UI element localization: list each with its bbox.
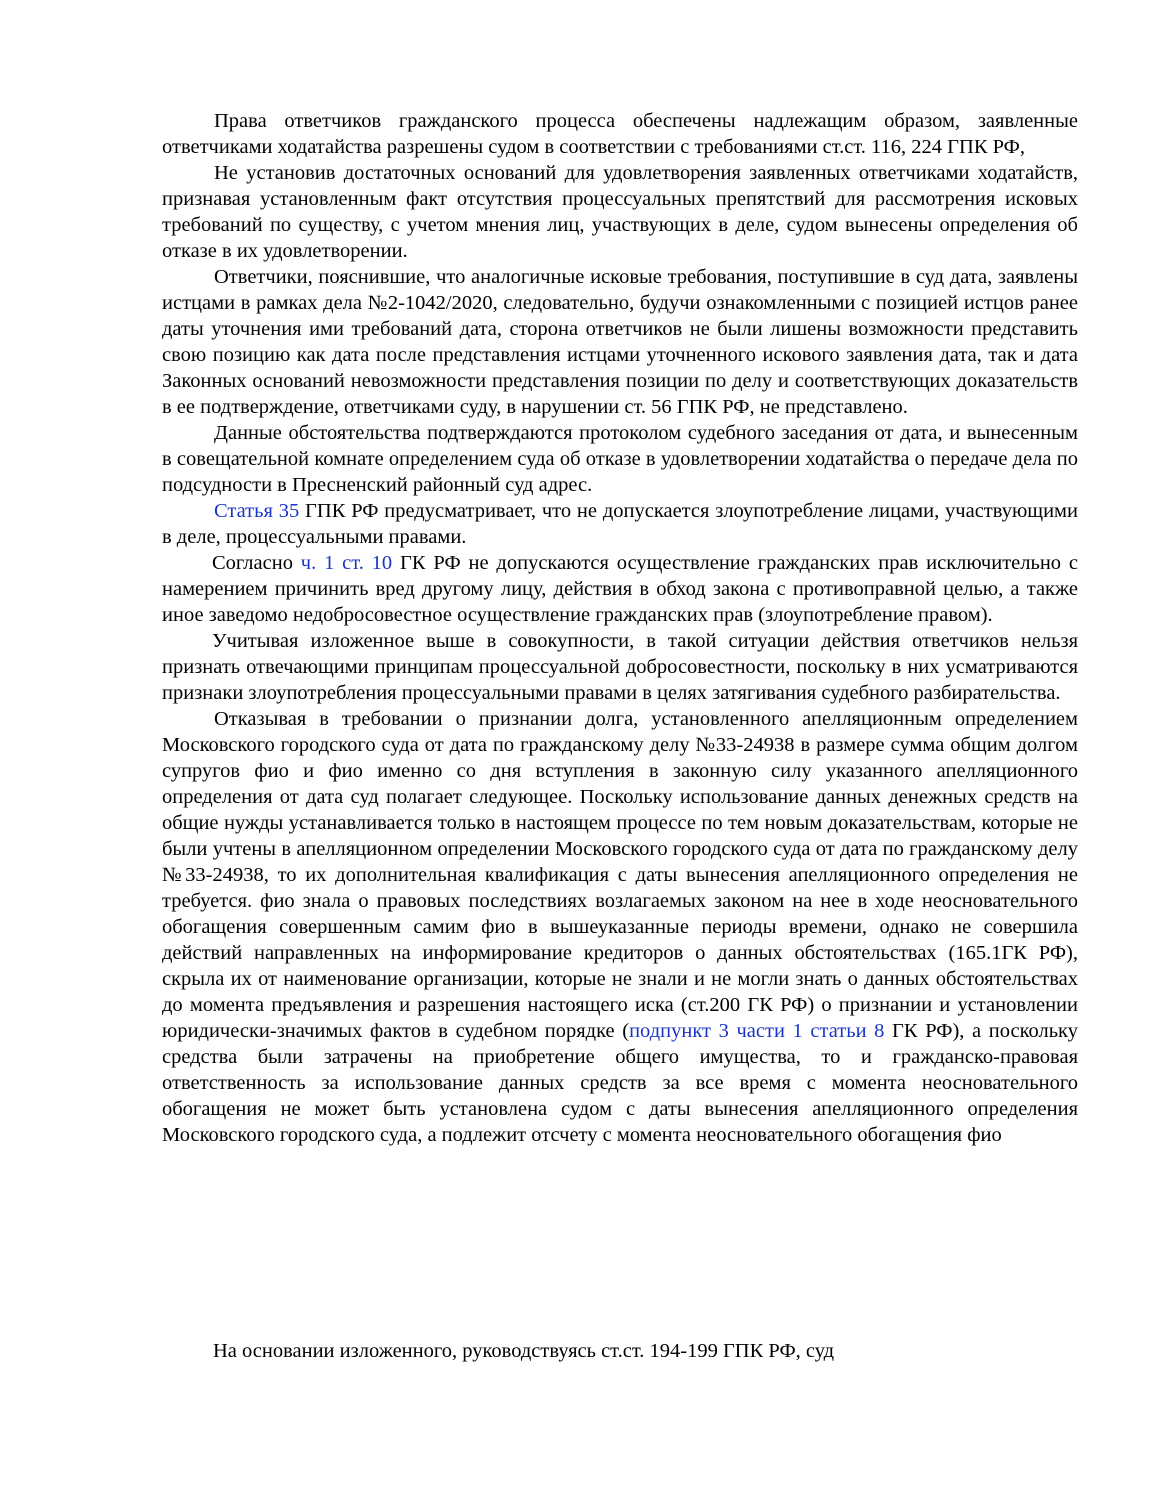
paragraph-defendants-rights: Права ответчиков гражданского процесса обеспечены надлежащим образом, заявленные ответчиками ходатайства разрешены судом в соответствии с требованиями ст.ст. 116, 224 ГПК РФ, (162, 110, 1078, 158)
paragraph-article-10 (162, 550, 1078, 628)
paragraph-abuse-of-rights: Учитывая изложенное выше в совокупности, в такой ситуации действия ответчиков нельзя признать отвечающими принципам процессуальной добросовестности, поскольку в них усматриваются признаки злоупотребления процессуальными правами в целях затягивания судебного разбирательства. (162, 630, 1078, 704)
paragraph-debt-refusal-tail: ГК РФ), а поскольку средства были затрачены на приобретение общего имущества, то и гражданско-правовая ответственность за использование данных средств за все время с момента неосновательного обогащения не может быть установлена судом с даты вынесения апелляционного определения Московского городского суда, а подлежит отсчету с момента неосновательного обогащения фио (162, 1020, 1078, 1146)
paragraph-defendants-position: Ответчики, пояснившие, что аналогичные исковые требования, поступившие в суд дата, заявлены истцами в рамках дела №2-1042/2020, следовательно, будучи ознакомленными с позицией истцов ранее даты уточнения ими требований дата, сторона ответчиков не были лишены возможности представить свою позицию как дата после представления истцами уточненного искового заявления дата, так и дата Законных оснований невозможности представления позиции по делу и соответствующих доказательств в ее подтверждение, ответчиками суду, в нарушении ст. 56 ГПК РФ, не представлено. (162, 266, 1078, 418)
paragraph-debt-refusal-text: Отказывая в требовании о признании долга, установленного апелляционным определением Московского городского суда от дата по гражданскому делу №33-24938 в размере сумма общим долгом супругов фио и фио именно со дня вступления в законную силу указанного апелляционного определения от дата суд полагает следующее. Поскольку использование данных денежных средств на общие нужды устанавливается только в настоящем процессе по тем новым доказательствам, которые не были учтены в апелляционном определении Московского городского суда от дата по гражданскому делу №33-24938, то их дополнительная квалификация с даты вынесения апелляционного определения не требуется. фио знала о правовых последствиях возлагаемых законом на нее в ходе неосновательного обогащения совершенным самим фио в вышеуказанные периоды времени, однако не совершила действий направленных на информирование кредиторов о данных обстоятельствах (165.1ГК РФ), скрыла их от наименование организации, которые не знали и не могли знать о данных обстоятельствах до момента предъявления и разрешения настоящего иска (ст.200 ГК РФ) о признании и установлении юридически-значимых фактов в судебном порядке ( (162, 708, 1078, 1042)
paragraph-protocol-evidence: Данные обстоятельства подтверждаются протоколом судебного заседания от дата, и вынесенным в совещательной комнате определением суда об отказе в удовлетворении ходатайства о передаче дела по подсудности в Пресненский районный суд адрес. (162, 422, 1078, 496)
decision-intro-line: На основании изложенного, руководствуясь ст.ст. 194-199 ГПК РФ, суд (213, 1340, 835, 1362)
paragraph-article-10-text: ГК РФ не допускаются осуществление гражданских прав исключительно с намерением причинить вред другому лицу, действия в обход закона с противоправной целью, а также иное заведомо недобросовестное осуществление гражданских прав (злоупотребление правом). (162, 552, 1079, 626)
link-subclause-3-article-8[interactable]: подпункт 3 части 1 статьи 8 (629, 1020, 885, 1042)
paragraph-debt-refusal (162, 706, 1078, 1148)
document-body (162, 108, 1078, 1148)
link-article-35[interactable]: Статья 35 (214, 500, 300, 522)
paragraph-article-10-prefix: Согласно (212, 552, 301, 574)
paragraph-article-35-text: ГПК РФ предусматривает, что не допускается злоупотребление лицами, участвующими в деле, процессуальными правами. (162, 500, 1078, 548)
paragraph-article-35 (162, 498, 1078, 550)
paragraph-motions-denied: Не установив достаточных оснований для удовлетворения заявленных ответчиками ходатайств, признавая установленным факт отсутствия процессуальных препятствий для рассмотрения исковых требований по существу, с учетом мнения лиц, участвующих в деле, судом вынесены определения об отказе в их удовлетворении. (162, 162, 1078, 262)
link-article-10-part-1[interactable]: ч. 1 ст. 10 (300, 552, 393, 574)
